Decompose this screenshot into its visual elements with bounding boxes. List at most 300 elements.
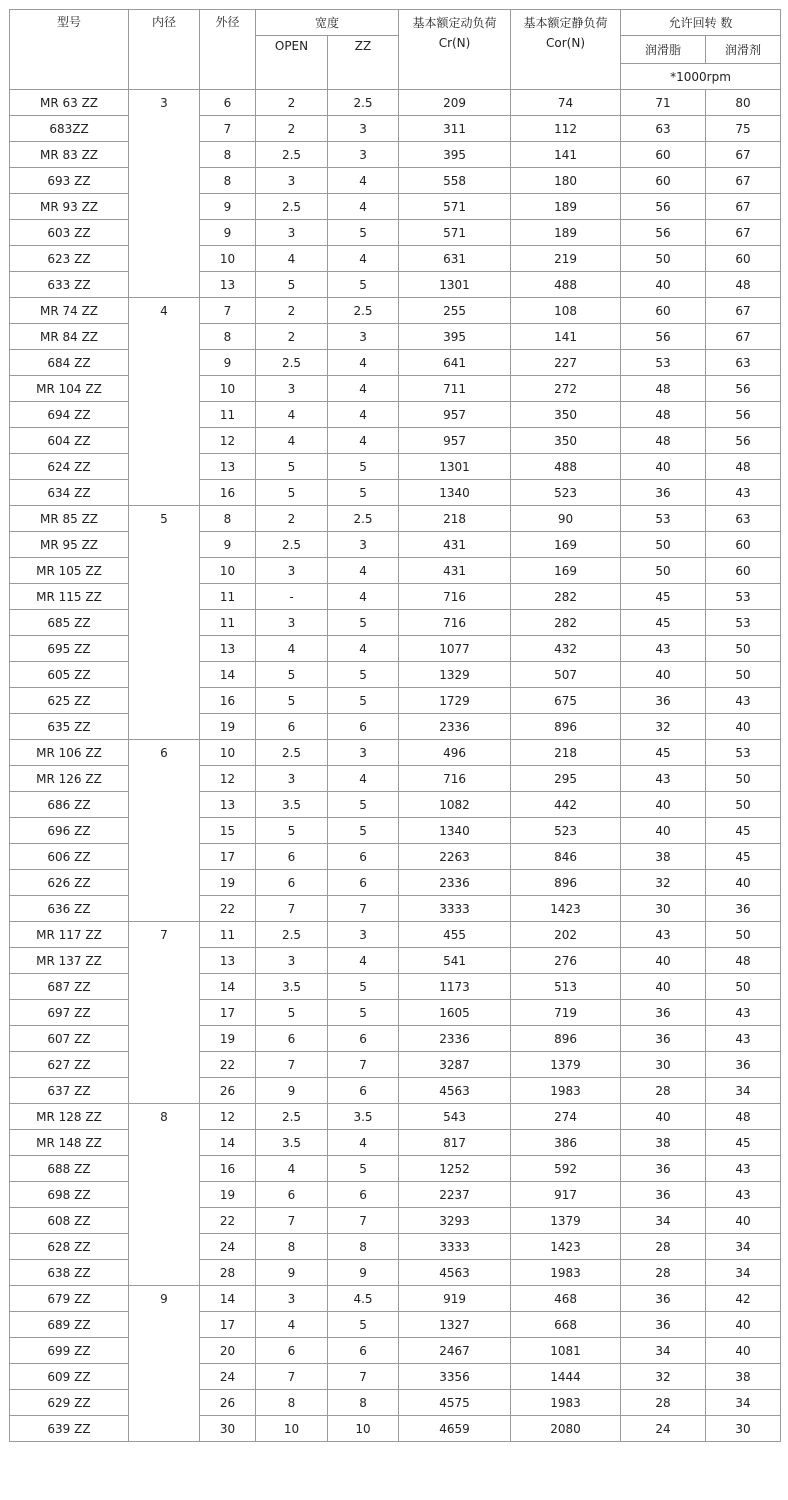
outer-diameter-cell: 13 [200, 792, 256, 818]
width-open-cell: 2 [256, 116, 328, 142]
width-open-cell: 3 [256, 948, 328, 974]
outer-diameter-cell: 12 [200, 1104, 256, 1130]
model-cell: 636 ZZ [10, 896, 129, 922]
outer-diameter-cell: 22 [200, 1208, 256, 1234]
speed-oil-cell: 60 [706, 532, 781, 558]
model-cell: 634 ZZ [10, 480, 129, 506]
speed-oil-cell: 43 [706, 1000, 781, 1026]
width-zz-cell: 4.5 [328, 1286, 399, 1312]
width-open-cell: 4 [256, 1156, 328, 1182]
outer-diameter-cell: 7 [200, 298, 256, 324]
outer-diameter-cell: 10 [200, 558, 256, 584]
table-row [10, 1260, 781, 1286]
speed-oil-cell: 50 [706, 636, 781, 662]
model-cell: 699 ZZ [10, 1338, 129, 1364]
bore-cell: 5 [129, 506, 200, 740]
model-cell: 689 ZZ [10, 1312, 129, 1338]
header-speed-grease: 润滑脂 [621, 36, 706, 64]
table-row [10, 116, 781, 142]
width-open-cell: 5 [256, 1000, 328, 1026]
dynamic-load-cell: 1329 [399, 662, 511, 688]
static-load-cell: 846 [511, 844, 621, 870]
width-zz-cell: 4 [328, 168, 399, 194]
speed-grease-cell: 32 [621, 714, 706, 740]
model-cell: 607 ZZ [10, 1026, 129, 1052]
width-open-cell: 8 [256, 1234, 328, 1260]
static-load-cell: 219 [511, 246, 621, 272]
dynamic-load-cell: 3333 [399, 896, 511, 922]
table-row [10, 1390, 781, 1416]
width-zz-cell: 2.5 [328, 298, 399, 324]
width-zz-cell: 5 [328, 1312, 399, 1338]
speed-oil-cell: 56 [706, 376, 781, 402]
outer-diameter-cell: 9 [200, 194, 256, 220]
outer-diameter-cell: 22 [200, 1052, 256, 1078]
width-open-cell: 9 [256, 1078, 328, 1104]
width-open-cell: 2 [256, 298, 328, 324]
dynamic-load-cell: 4575 [399, 1390, 511, 1416]
speed-grease-cell: 45 [621, 584, 706, 610]
width-open-cell: 5 [256, 272, 328, 298]
width-open-cell: 9 [256, 1260, 328, 1286]
speed-oil-cell: 43 [706, 688, 781, 714]
width-zz-cell: 7 [328, 896, 399, 922]
model-cell: MR 117 ZZ [10, 922, 129, 948]
model-cell: MR 128 ZZ [10, 1104, 129, 1130]
table-row [10, 1104, 781, 1130]
width-zz-cell: 4 [328, 1130, 399, 1156]
width-open-cell: 6 [256, 714, 328, 740]
dynamic-load-cell: 1340 [399, 818, 511, 844]
table-row [10, 844, 781, 870]
static-load-cell: 386 [511, 1130, 621, 1156]
speed-oil-cell: 40 [706, 1312, 781, 1338]
speed-grease-cell: 50 [621, 558, 706, 584]
speed-grease-cell: 36 [621, 1000, 706, 1026]
dynamic-load-cell: 711 [399, 376, 511, 402]
speed-oil-cell: 34 [706, 1260, 781, 1286]
dynamic-load-cell: 571 [399, 220, 511, 246]
static-load-cell: 1379 [511, 1208, 621, 1234]
static-load-cell: 202 [511, 922, 621, 948]
speed-grease-cell: 40 [621, 818, 706, 844]
static-load-cell: 1983 [511, 1078, 621, 1104]
speed-oil-cell: 36 [706, 1052, 781, 1078]
static-load-cell: 282 [511, 584, 621, 610]
speed-oil-cell: 40 [706, 1338, 781, 1364]
width-zz-cell: 5 [328, 688, 399, 714]
width-open-cell: 6 [256, 1182, 328, 1208]
model-cell: 628 ZZ [10, 1234, 129, 1260]
table-row [10, 948, 781, 974]
header-dynamic-load [399, 10, 511, 90]
table-header [10, 10, 781, 90]
static-load-cell: 507 [511, 662, 621, 688]
width-open-cell: 6 [256, 844, 328, 870]
speed-grease-cell: 40 [621, 454, 706, 480]
speed-oil-cell: 45 [706, 818, 781, 844]
table-row [10, 168, 781, 194]
dynamic-load-cell: 541 [399, 948, 511, 974]
width-zz-cell: 9 [328, 1260, 399, 1286]
speed-grease-cell: 40 [621, 1104, 706, 1130]
width-zz-cell: 5 [328, 792, 399, 818]
width-open-cell: 2.5 [256, 922, 328, 948]
dynamic-load-cell: 631 [399, 246, 511, 272]
table-row [10, 818, 781, 844]
width-open-cell: 3 [256, 766, 328, 792]
static-load-cell: 169 [511, 532, 621, 558]
speed-grease-cell: 40 [621, 272, 706, 298]
width-zz-cell: 4 [328, 194, 399, 220]
dynamic-load-cell: 716 [399, 766, 511, 792]
dynamic-load-cell: 2336 [399, 714, 511, 740]
outer-diameter-cell: 19 [200, 1182, 256, 1208]
width-open-cell: 2.5 [256, 740, 328, 766]
width-zz-cell: 5 [328, 662, 399, 688]
outer-diameter-cell: 15 [200, 818, 256, 844]
static-load-cell: 295 [511, 766, 621, 792]
speed-oil-cell: 63 [706, 350, 781, 376]
bore-cell: 3 [129, 90, 200, 298]
dynamic-load-cell: 496 [399, 740, 511, 766]
header-static-load-unit: Cor(N) [546, 36, 586, 50]
speed-oil-cell: 45 [706, 844, 781, 870]
speed-oil-cell: 56 [706, 428, 781, 454]
model-cell: 683ZZ [10, 116, 129, 142]
table-row [10, 610, 781, 636]
speed-oil-cell: 60 [706, 558, 781, 584]
static-load-cell: 74 [511, 90, 621, 116]
table-row [10, 506, 781, 532]
speed-grease-cell: 56 [621, 194, 706, 220]
width-open-cell: 8 [256, 1390, 328, 1416]
model-cell: 603 ZZ [10, 220, 129, 246]
dynamic-load-cell: 1082 [399, 792, 511, 818]
table-row [10, 194, 781, 220]
width-zz-cell: 5 [328, 480, 399, 506]
width-zz-cell: 3.5 [328, 1104, 399, 1130]
outer-diameter-cell: 14 [200, 974, 256, 1000]
dynamic-load-cell: 1301 [399, 454, 511, 480]
width-open-cell: 3.5 [256, 1130, 328, 1156]
width-zz-cell: 4 [328, 246, 399, 272]
width-open-cell: 5 [256, 662, 328, 688]
speed-oil-cell: 50 [706, 792, 781, 818]
table-row [10, 558, 781, 584]
header-outer: 外径 [200, 10, 256, 90]
dynamic-load-cell: 558 [399, 168, 511, 194]
table-row [10, 1364, 781, 1390]
model-cell: MR 83 ZZ [10, 142, 129, 168]
speed-oil-cell: 50 [706, 766, 781, 792]
outer-diameter-cell: 7 [200, 116, 256, 142]
speed-oil-cell: 60 [706, 246, 781, 272]
width-open-cell: 2 [256, 324, 328, 350]
speed-grease-cell: 38 [621, 844, 706, 870]
dynamic-load-cell: 543 [399, 1104, 511, 1130]
speed-grease-cell: 60 [621, 168, 706, 194]
model-cell: 635 ZZ [10, 714, 129, 740]
static-load-cell: 189 [511, 194, 621, 220]
outer-diameter-cell: 8 [200, 324, 256, 350]
static-load-cell: 442 [511, 792, 621, 818]
speed-oil-cell: 30 [706, 1416, 781, 1442]
dynamic-load-cell: 1340 [399, 480, 511, 506]
speed-grease-cell: 32 [621, 1364, 706, 1390]
outer-diameter-cell: 17 [200, 1000, 256, 1026]
width-open-cell: 7 [256, 1052, 328, 1078]
speed-oil-cell: 56 [706, 402, 781, 428]
dynamic-load-cell: 2237 [399, 1182, 511, 1208]
width-open-cell: 2 [256, 506, 328, 532]
dynamic-load-cell: 255 [399, 298, 511, 324]
width-zz-cell: 2.5 [328, 90, 399, 116]
speed-oil-cell: 50 [706, 974, 781, 1000]
speed-oil-cell: 67 [706, 324, 781, 350]
outer-diameter-cell: 11 [200, 402, 256, 428]
speed-oil-cell: 67 [706, 298, 781, 324]
width-open-cell: 2.5 [256, 1104, 328, 1130]
dynamic-load-cell: 455 [399, 922, 511, 948]
model-cell: 625 ZZ [10, 688, 129, 714]
speed-grease-cell: 63 [621, 116, 706, 142]
width-zz-cell: 6 [328, 844, 399, 870]
width-zz-cell: 4 [328, 428, 399, 454]
model-cell: 684 ZZ [10, 350, 129, 376]
table-row [10, 1182, 781, 1208]
static-load-cell: 592 [511, 1156, 621, 1182]
table-row [10, 246, 781, 272]
speed-grease-cell: 40 [621, 662, 706, 688]
bore-cell: 8 [129, 1104, 200, 1286]
speed-grease-cell: 36 [621, 1312, 706, 1338]
outer-diameter-cell: 14 [200, 1130, 256, 1156]
table-row [10, 688, 781, 714]
width-open-cell: 4 [256, 246, 328, 272]
header-width-open: OPEN [256, 36, 328, 90]
speed-grease-cell: 40 [621, 974, 706, 1000]
speed-oil-cell: 34 [706, 1078, 781, 1104]
bore-cell: 7 [129, 922, 200, 1104]
outer-diameter-cell: 8 [200, 506, 256, 532]
outer-diameter-cell: 19 [200, 1026, 256, 1052]
static-load-cell: 896 [511, 870, 621, 896]
table-row [10, 298, 781, 324]
width-open-cell: 2.5 [256, 142, 328, 168]
speed-grease-cell: 43 [621, 636, 706, 662]
static-load-cell: 488 [511, 454, 621, 480]
width-open-cell: 2.5 [256, 350, 328, 376]
speed-grease-cell: 50 [621, 246, 706, 272]
table-row [10, 90, 781, 116]
width-open-cell: 5 [256, 454, 328, 480]
model-cell: 638 ZZ [10, 1260, 129, 1286]
speed-grease-cell: 24 [621, 1416, 706, 1442]
static-load-cell: 108 [511, 298, 621, 324]
speed-grease-cell: 28 [621, 1234, 706, 1260]
dynamic-load-cell: 3333 [399, 1234, 511, 1260]
width-open-cell: 6 [256, 1338, 328, 1364]
speed-grease-cell: 34 [621, 1338, 706, 1364]
speed-oil-cell: 53 [706, 584, 781, 610]
table-row [10, 870, 781, 896]
outer-diameter-cell: 16 [200, 480, 256, 506]
width-open-cell: 5 [256, 480, 328, 506]
header-width: 宽度 [256, 10, 399, 36]
width-open-cell: 7 [256, 1208, 328, 1234]
speed-oil-cell: 50 [706, 922, 781, 948]
model-cell: 697 ZZ [10, 1000, 129, 1026]
table-row [10, 792, 781, 818]
speed-grease-cell: 71 [621, 90, 706, 116]
table-row [10, 324, 781, 350]
speed-grease-cell: 53 [621, 350, 706, 376]
static-load-cell: 488 [511, 272, 621, 298]
table-row [10, 1338, 781, 1364]
speed-oil-cell: 48 [706, 272, 781, 298]
outer-diameter-cell: 30 [200, 1416, 256, 1442]
static-load-cell: 90 [511, 506, 621, 532]
speed-grease-cell: 36 [621, 1182, 706, 1208]
table-row [10, 402, 781, 428]
model-cell: MR 105 ZZ [10, 558, 129, 584]
width-zz-cell: 2.5 [328, 506, 399, 532]
static-load-cell: 1081 [511, 1338, 621, 1364]
static-load-cell: 180 [511, 168, 621, 194]
table-row [10, 350, 781, 376]
outer-diameter-cell: 11 [200, 922, 256, 948]
static-load-cell: 719 [511, 1000, 621, 1026]
width-open-cell: 3 [256, 220, 328, 246]
speed-oil-cell: 45 [706, 1130, 781, 1156]
width-zz-cell: 3 [328, 532, 399, 558]
speed-oil-cell: 43 [706, 1182, 781, 1208]
speed-grease-cell: 28 [621, 1390, 706, 1416]
width-zz-cell: 3 [328, 116, 399, 142]
static-load-cell: 1983 [511, 1390, 621, 1416]
width-zz-cell: 6 [328, 1182, 399, 1208]
outer-diameter-cell: 13 [200, 454, 256, 480]
speed-oil-cell: 50 [706, 662, 781, 688]
dynamic-load-cell: 395 [399, 324, 511, 350]
width-open-cell: 3.5 [256, 974, 328, 1000]
speed-oil-cell: 63 [706, 506, 781, 532]
model-cell: MR 148 ZZ [10, 1130, 129, 1156]
dynamic-load-cell: 395 [399, 142, 511, 168]
width-zz-cell: 4 [328, 948, 399, 974]
width-open-cell: 4 [256, 402, 328, 428]
speed-grease-cell: 36 [621, 1026, 706, 1052]
dynamic-load-cell: 957 [399, 402, 511, 428]
table-row [10, 428, 781, 454]
speed-oil-cell: 67 [706, 220, 781, 246]
table-row [10, 1286, 781, 1312]
dynamic-load-cell: 2336 [399, 1026, 511, 1052]
width-open-cell: 2.5 [256, 532, 328, 558]
speed-oil-cell: 48 [706, 454, 781, 480]
model-cell: MR 85 ZZ [10, 506, 129, 532]
dynamic-load-cell: 2263 [399, 844, 511, 870]
outer-diameter-cell: 12 [200, 766, 256, 792]
model-cell: 609 ZZ [10, 1364, 129, 1390]
width-open-cell: - [256, 584, 328, 610]
static-load-cell: 896 [511, 714, 621, 740]
table-row [10, 662, 781, 688]
width-zz-cell: 4 [328, 376, 399, 402]
model-cell: 685 ZZ [10, 610, 129, 636]
outer-diameter-cell: 13 [200, 948, 256, 974]
dynamic-load-cell: 4563 [399, 1078, 511, 1104]
header-speed: 允许回转 数 [621, 10, 781, 36]
table-row [10, 1312, 781, 1338]
dynamic-load-cell: 1729 [399, 688, 511, 714]
width-open-cell: 4 [256, 636, 328, 662]
model-cell: 688 ZZ [10, 1156, 129, 1182]
outer-diameter-cell: 14 [200, 662, 256, 688]
static-load-cell: 227 [511, 350, 621, 376]
speed-oil-cell: 42 [706, 1286, 781, 1312]
outer-diameter-cell: 16 [200, 1156, 256, 1182]
outer-diameter-cell: 9 [200, 350, 256, 376]
model-cell: MR 106 ZZ [10, 740, 129, 766]
dynamic-load-cell: 641 [399, 350, 511, 376]
model-cell: 608 ZZ [10, 1208, 129, 1234]
outer-diameter-cell: 16 [200, 688, 256, 714]
width-zz-cell: 3 [328, 142, 399, 168]
width-open-cell: 6 [256, 870, 328, 896]
speed-oil-cell: 48 [706, 1104, 781, 1130]
width-zz-cell: 5 [328, 1000, 399, 1026]
model-cell: MR 104 ZZ [10, 376, 129, 402]
static-load-cell: 523 [511, 818, 621, 844]
model-cell: MR 126 ZZ [10, 766, 129, 792]
speed-grease-cell: 38 [621, 1130, 706, 1156]
speed-grease-cell: 48 [621, 402, 706, 428]
speed-grease-cell: 56 [621, 220, 706, 246]
static-load-cell: 169 [511, 558, 621, 584]
dynamic-load-cell: 957 [399, 428, 511, 454]
outer-diameter-cell: 12 [200, 428, 256, 454]
dynamic-load-cell: 3287 [399, 1052, 511, 1078]
table-row [10, 740, 781, 766]
width-open-cell: 7 [256, 896, 328, 922]
speed-grease-cell: 36 [621, 688, 706, 714]
width-zz-cell: 4 [328, 584, 399, 610]
speed-oil-cell: 40 [706, 870, 781, 896]
table-row [10, 532, 781, 558]
speed-grease-cell: 43 [621, 766, 706, 792]
dynamic-load-cell: 1173 [399, 974, 511, 1000]
model-cell: 637 ZZ [10, 1078, 129, 1104]
header-dynamic-load-unit: Cr(N) [438, 36, 471, 50]
static-load-cell: 218 [511, 740, 621, 766]
outer-diameter-cell: 17 [200, 1312, 256, 1338]
static-load-cell: 513 [511, 974, 621, 1000]
width-zz-cell: 8 [328, 1234, 399, 1260]
outer-diameter-cell: 9 [200, 220, 256, 246]
speed-oil-cell: 43 [706, 1026, 781, 1052]
model-cell: MR 137 ZZ [10, 948, 129, 974]
static-load-cell: 2080 [511, 1416, 621, 1442]
speed-oil-cell: 67 [706, 168, 781, 194]
speed-oil-cell: 53 [706, 740, 781, 766]
width-open-cell: 5 [256, 688, 328, 714]
model-cell: 696 ZZ [10, 818, 129, 844]
model-cell: 698 ZZ [10, 1182, 129, 1208]
header-bore: 内径 [129, 10, 200, 90]
outer-diameter-cell: 26 [200, 1390, 256, 1416]
